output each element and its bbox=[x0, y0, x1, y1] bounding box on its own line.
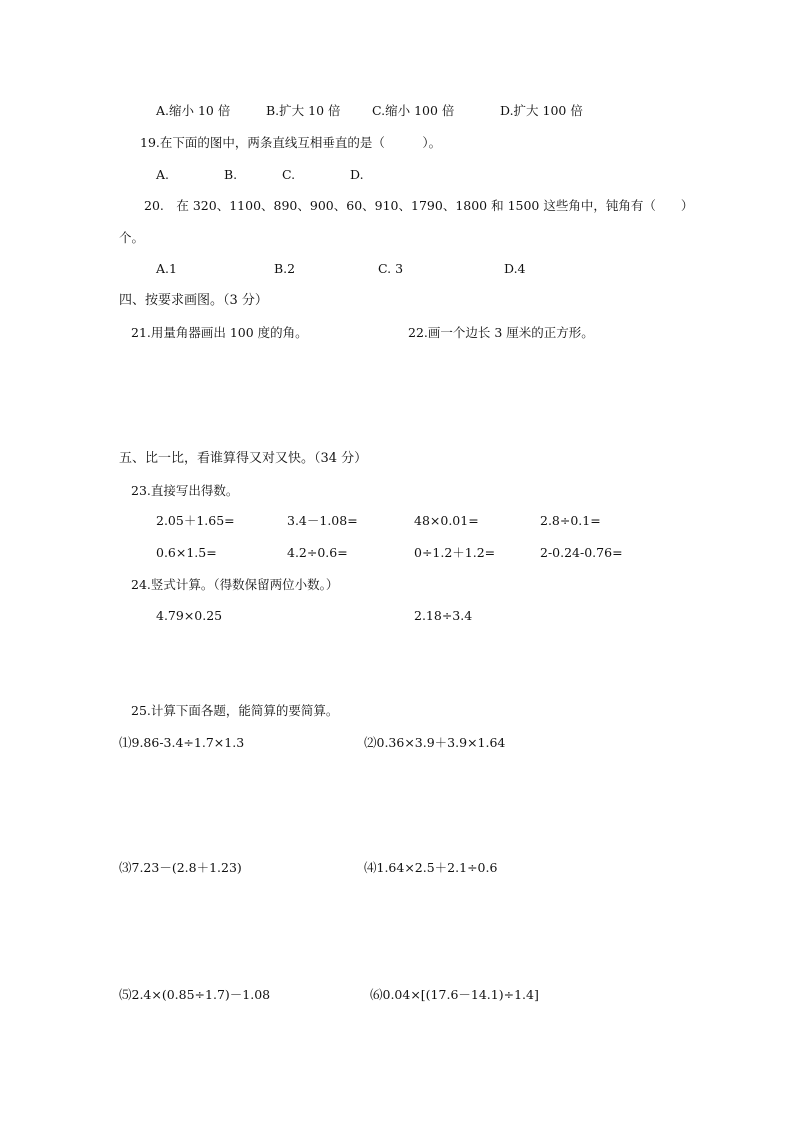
q23-item: 2-0.24-0.76= bbox=[540, 545, 623, 560]
q18-option-a: A.缩小 10 倍 bbox=[156, 103, 231, 118]
q23-item: 2.8÷0.1= bbox=[540, 513, 601, 528]
section4-heading: 四、按要求画图。（3 分） bbox=[119, 293, 268, 308]
q25-item: ⑶7.23－(2.8＋1.23) bbox=[119, 860, 242, 875]
q18-option-d: D.扩大 100 倍 bbox=[500, 103, 583, 118]
q19-stem: 19.在下面的图中，两条直线互相垂直的是（ ）。 bbox=[140, 135, 442, 150]
q24-title: 24.竖式计算。（得数保留两位小数。） bbox=[131, 577, 339, 592]
q20-option-a: A.1 bbox=[156, 261, 177, 276]
q25-item: ⑴9.86-3.4÷1.7×1.3 bbox=[119, 735, 245, 750]
q19-option-a: A. bbox=[156, 167, 170, 182]
q24-item: 4.79×0.25 bbox=[156, 608, 223, 623]
q23-item: 3.4－1.08= bbox=[287, 513, 358, 528]
q23-title: 23.直接写出得数。 bbox=[131, 483, 239, 498]
q20-option-c: C. 3 bbox=[378, 261, 404, 276]
q25-title: 25.计算下面各题，能简算的要简算。 bbox=[131, 703, 339, 718]
q25-item: ⑸2.4×(0.85÷1.7)－1.08 bbox=[119, 987, 271, 1002]
q20-stem-line1: 20. 在 320、1100、890、900、60、910、1790、1800 和 1500 这些角中，钝角有（ ） bbox=[144, 198, 694, 213]
q21-text: 21.用量角器画出 100 度的角。 bbox=[131, 325, 308, 340]
q22-text: 22.画一个边长 3 厘米的正方形。 bbox=[408, 325, 594, 340]
q23-item: 0÷1.2＋1.2= bbox=[414, 545, 496, 560]
q20-stem-line2: 个。 bbox=[119, 230, 145, 245]
q20-option-b: B.2 bbox=[274, 261, 296, 276]
q23-item: 2.05＋1.65= bbox=[156, 513, 235, 528]
q20-option-d: D.4 bbox=[504, 261, 526, 276]
q25-item: ⑷1.64×2.5＋2.1÷0.6 bbox=[364, 860, 498, 875]
q24-item: 2.18÷3.4 bbox=[414, 608, 473, 623]
q19-option-d: D. bbox=[350, 167, 364, 182]
section5-heading: 五、比一比，看谁算得又对又快。（34 分） bbox=[119, 451, 368, 466]
q18-option-c: C.缩小 100 倍 bbox=[372, 103, 455, 118]
q25-item: ⑵0.36×3.9＋3.9×1.64 bbox=[364, 735, 506, 750]
q19-option-b: B. bbox=[224, 167, 238, 182]
q23-item: 4.2÷0.6= bbox=[287, 545, 348, 560]
q19-option-c: C. bbox=[282, 167, 296, 182]
q23-item: 48×0.01= bbox=[414, 513, 479, 528]
q18-option-b: B.扩大 10 倍 bbox=[266, 103, 341, 118]
q25-item: ⑹0.04×[(17.6－14.1)÷1.4] bbox=[370, 987, 539, 1002]
q23-item: 0.6×1.5= bbox=[156, 545, 217, 560]
